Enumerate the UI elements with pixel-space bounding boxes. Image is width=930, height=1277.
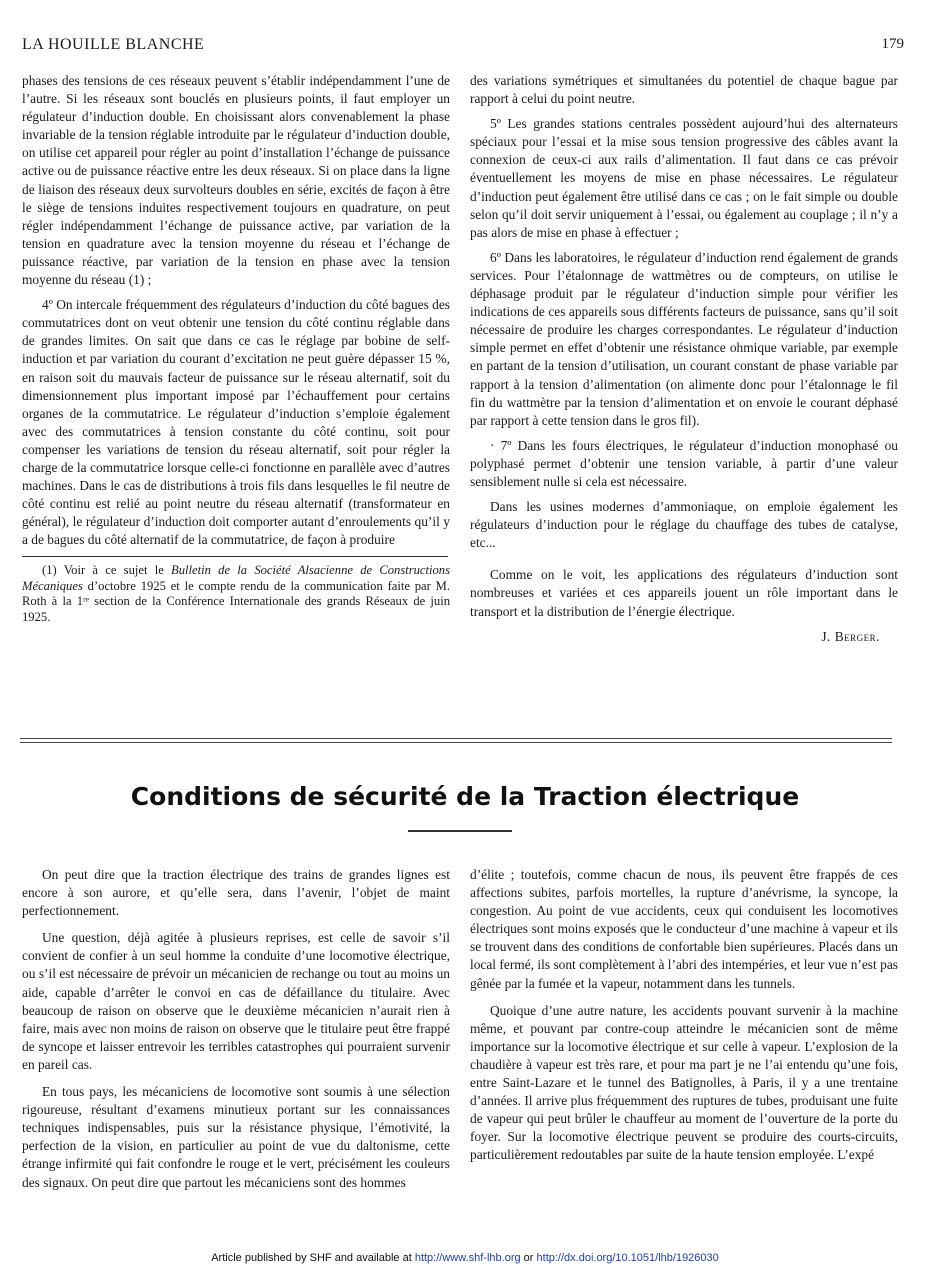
footnote-citation: Bulletin de la Société Alsacienne de Constructions Mécaniques — [22, 563, 450, 593]
top-left-column — [22, 72, 450, 625]
author-signature: J. Berger. — [821, 628, 880, 644]
paragraph: En tous pays, les mécaniciens de locomotive sont soumis à une sélection rigoureuse, résultant d’examens minutieux portant sur les connaissances techniques indispensables, puis sur la résistance physique, l’émotivité, la perfection de la vision, en particulier au point de vue du daltonisme, cette étrange infirmité qui fait confondre le rouge et le vert, précisément les couleurs des signaux. On peut dire que partout les mécaniciens sont des hommes — [22, 1084, 450, 1190]
paragraph: d’élite ; toutefois, comme chacun de nous, ils peuvent être frappés de ces affections subites, parfois mortelles, la rupture d’anévrisme, la syncope, la congestion. Au point de vue accidents, ceux qui conduisent les locomotives électriques sont moins exposés que le conducteur d’une machine à vapeur et ils se trouvent dans des conditions de confortable bien supérieures. Placés dans un local fermé, ils sont complètement à l’abri des intempéries, et leur vue n’est pas gênée par la fumée et la vapeur, notamment dans les tunnels. — [470, 867, 898, 991]
paragraph: phases des tensions de ces réseaux peuvent s’établir indépendamment l’une de l’autre. Si les réseaux sont bouclés en plusieurs points, il faut employer un régulateur d’induction double. En choisissant alors convenablement la phase invariable de la tension réglable introduite par le régulateur d’induction double, on utilise cet appareil pour régler au point d’installation l’échange de puissance active ou de puissance réactive entre les deux réseaux. Si on place dans la ligne de liaison des réseaux deux survolteurs doubles en série, excités de façon à être le siège de tensions induites respectivement toujours en quadrature, on peut régler indépendamment l’échange de puissance active, par variation de la tension en quadrature avec la tension moyenne du réseau et l’échange de puissance réactive, par variation de la tension en phase avec la tension moyenne du réseau (1) ; — [22, 73, 450, 288]
footer-text: or — [520, 1252, 537, 1264]
page-number: 179 — [881, 36, 904, 52]
paragraph: 4º On intercale fréquemment des régulateurs d’induction du côté bagues des commutatrices dont on veut obtenir une tension du côté continu réglable dans de grandes limites. On sait que dans ce cas le réglage par bobine de self-induction et par variation du courant d’excitation ne peut guère dépasser 15 %, en raison soit du mauvais facteur de puissance sur le réseau alternatif, soit du dimensionnement plus important imposé par l’échauffement pour certains organes de la commutatrice. Le régulateur d’induction s’emploie également avec des commutatrices à tension constante du côté continu, soit pour compenser les variations de tension du réseau alternatif, soit pour régler la charge de la commutatrice lorsque celle-ci fonctionne en parallèle avec d’autres machines. Dans le cas de distributions à trois fils dans lesquelles le fil neutre de côté continu est relié au point neutre du réseau alternatif (transformateur en général), le régulateur d’induction doit comporter autant d’enroulements qu’il y a de bagues du côté alternatif de la commutatrice, de façon à produire — [22, 297, 450, 548]
footnote-text: (1) Voir à ce sujet le — [42, 563, 172, 578]
footnote — [22, 563, 450, 625]
footnote-text: d’octobre 1925 et le compte rendu de la communication faite par M. Roth à la 1ʳᵉ section de la Conférence Internationale des grands Réseaux de juin 1925. — [22, 578, 450, 624]
article-title: Conditions de sécurité de la Traction électrique — [130, 782, 800, 811]
paragraph: 5º Les grandes stations centrales possèdent aujourd’hui des alternateurs spéciaux pour l’essai et la mise sous tension progressive des câbles avant la connexion de ceux-ci aux rails d’alimentation. Il faut dans ce cas prévoir éventuellement les moyens de mise en phase nécessaires. Le régulateur d’induction peut également être utilisé dans ce cas ; on le fait simple ou double selon qu’il doit servir uniquement à l’essai, ou également au couplage ; il n’y a pas alors de mise en phase à effectuer ; — [470, 116, 898, 240]
footer-text: Article published by SHF and available at — [211, 1252, 415, 1264]
footer-link-doi[interactable]: http://dx.doi.org/10.1051/lhb/1926030 — [536, 1252, 719, 1264]
footer-link-site[interactable]: http://www.shf-lhb.org — [414, 1252, 521, 1264]
paragraph: · 7º Dans les fours électriques, le régulateur d’induction monophasé ou polyphasé permet d’obtenir une tension variable, à partir d’une valeur sensiblement nulle si cela est nécessaire. — [470, 437, 898, 489]
title-underline — [408, 830, 512, 832]
article-left-column — [22, 866, 450, 1201]
paragraph: Comme on le voit, les applications des régulateurs d’induction sont nombreuses et variées et ces appareils jouent un rôle important dans le transport et la distribution de l’énergie électrique. — [470, 567, 898, 619]
journal-title: LA HOUILLE BLANCHE — [22, 36, 205, 53]
page-footer — [0, 1252, 930, 1264]
section-divider — [20, 738, 892, 739]
top-right-column — [470, 72, 898, 646]
paragraph: des variations symétriques et simultanées du potentiel de chaque bague par rapport à celui du point neutre. — [470, 73, 898, 107]
paragraph: Dans les usines modernes d’ammoniaque, on emploie également les régulateurs d’induction pour le réglage du chauffage des tubes de catalyse, etc... — [470, 499, 898, 551]
paragraph: 6º Dans les laboratoires, le régulateur d’induction rend également de grands services. Pour l’étalonnage de wattmètres ou de compteurs, on utilise le déphasage produit par le régulateur d’induction simple pour vérifier les indications de ces appareils sous différents facteurs de puissance, sans qu’il soit nécessaire de produire les charges correspondantes. Le régulateur d’induction simple permet en effet d’obtenir une résistance ohmique variable, par exemple en partant de la tension d’utilisation, un courant constant de phase variable par rapport à la tension d’alimentation (on alimente donc pour l’étalonnage le fil fin du wattmètre par la tension d’alimentation et on envoie le courant déphasé par rapport à cette tension dans le gros fil). — [470, 249, 898, 428]
paragraph: Quoique d’une autre nature, les accidents pouvant survenir à la machine même, et pouvant par contre-coup atteindre le mécanicien sont de même importance sur la locomotive électrique et sur celle à vapeur. L’explosion de la chaudière à vapeur est très rare, et pour ma part je ne l’ai entendu qu’une fois, entre Saint-Lazare et le tunnel des Batignolles, à Paris, il y a une trentaine d’années. Il arrive plus fréquemment des ruptures de tubes, produisant une fuite de vapeur qui peut brûler le chauffeur au moment de l’ouverture de la porte du foyer. Sur la locomotive électrique peuvent se produire des courts-circuits, particulièrement redoutables par suite de la haute tension employée. L’expé — [470, 1002, 898, 1163]
paragraph: Une question, déjà agitée à plusieurs reprises, est celle de savoir s’il convient de confier à un seul homme la conduite d’une locomotive électrique, ou s’il est nécessaire de prévoir un mécanicien de rechange ou tout au moins un aide, capable d’arrêter le convoi en cas de défaillance du titulaire. Avec beaucoup de raison on observe que le deuxième mécanicien n’aurait rien à faire, mais avec non moins de raison on observe que le titulaire peut être frappé de syncope et laisser entrevoir les terribles catastrophes qui pourraient survenir en pareil cas. — [22, 930, 450, 1072]
footnote-divider — [22, 556, 448, 557]
section-divider — [20, 742, 892, 743]
paragraph: On peut dire que la traction électrique des trains de grandes lignes est encore à son aurore, et qu’elle sera, dans l’avenir, l’objet de maint perfectionnement. — [22, 867, 450, 919]
article-right-column — [470, 866, 898, 1174]
